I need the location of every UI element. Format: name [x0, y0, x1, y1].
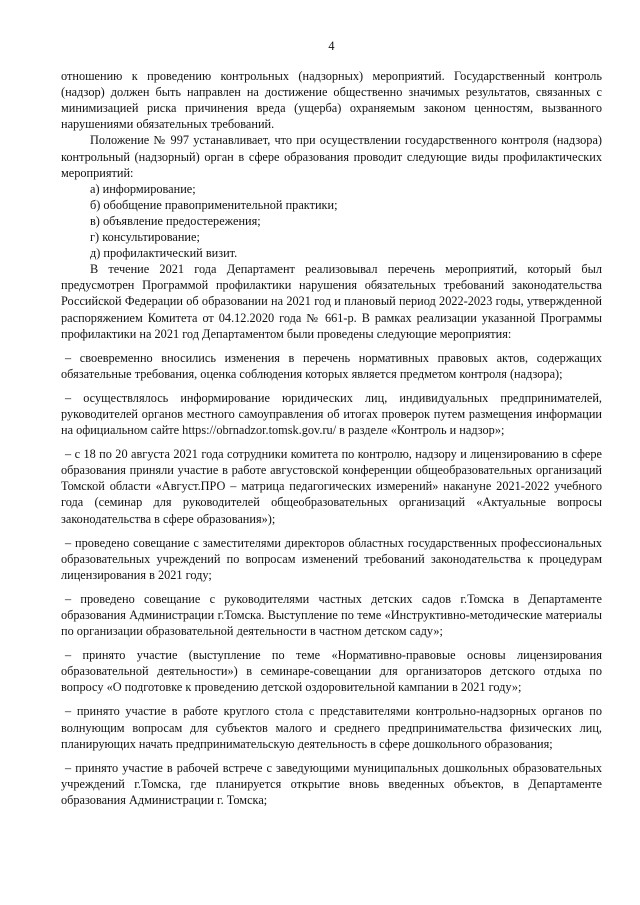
- bullet-item: – проведено совещание с руководителями частных детских садов г.Томска в Департаменте образования Администрации г.Томска. Выступление по теме «Инструктивно-методические материалы по организации образовательной деятельности в частном детском саду»;: [61, 591, 602, 639]
- measure-item: д) профилактический визит.: [90, 246, 238, 261]
- bullet-item: – своевременно вносились изменения в перечень нормативных правовых актов, содержащих обязательные требования, оценка соблюдения которых является предметом контроля (надзора);: [61, 350, 602, 381]
- bullet-item: – осуществлялось информирование юридических лиц, индивидуальных предпринимателей, руководителей органов местного самоуправления об итогах проверок путем размещения информации на официальном сайте https://obrnadzor.tomsk.gov.ru/ в разделе «Контроль и надзор»;: [61, 390, 602, 438]
- paragraph-program: В течение 2021 года Департамент реализовывал перечень мероприятий, который был предусмотрен Программой профилактики нарушения обязательных требований законодательства Российской Федерации об образовании на 2021 год и плановый период 2022-2023 годы, утвержденной распоряжением Комитета от 04.12.2020 года № 661-р. В рамках реализации указанной Программы профилактики на 2021 год Департаментом были проведены следующие мероприятия:: [61, 262, 602, 341]
- bullet-item: – принято участие в работе круглого стола с представителями контрольно-надзорных органов по волнующим вопросам для субъектов малого и среднего предпринимательства физических лиц, планирующих начать предпринимательскую деятельность в сфере дошкольного образования;: [61, 704, 602, 751]
- measure-item: г) консультирование;: [90, 230, 200, 245]
- bullet-item: – принято участие в рабочей встрече с заведующими муниципальных дошкольных образовательных учреждений г.Томска, где планируется открытие вновь введенных объектов, в Департаменте образования Администрации г. Томска;: [61, 760, 602, 807]
- measure-item: б) обобщение правоприменительной практики;: [90, 197, 338, 212]
- measure-item: в) объявление предостережения;: [90, 213, 261, 228]
- bullet-item: – с 18 по 20 августа 2021 года сотрудники комитета по контролю, надзору и лицензированию в сфере образования приняли участие в работе августовской конференции общеобразовательных организаций Томской области «Август.ПРО – матрица педагогических измерений» накануне 2021-2022 учебного года (семинар для руководителей общеобразовательных организаций «Актуальные вопросы законодательства в сфере образования»);: [61, 447, 602, 526]
- bullet-item: – проведено совещание с заместителями директоров областных государственных профессиональных образовательных учреждений по вопросам изменений требований законодательства к процедурам лицензирования в 2021 году;: [61, 535, 602, 582]
- paragraph-regulation: Положение № 997 устанавливает, что при осуществлении государственного контроля (надзора) контрольный (надзорный) орган в сфере образования проводит следующие виды профилактических мероприятий:: [61, 133, 602, 180]
- page-number: 4: [328, 39, 335, 53]
- measure-item: а) информирование;: [90, 181, 196, 196]
- paragraph-intro: отношению к проведению контрольных (надзорных) мероприятий. Государственный контроль (надзор) должен быть направлен на достижение общественно значимых результатов, связанных с минимизацией риска причинения вреда (ущерба) охраняемым законом ценностям, вызванного нарушениями обязательных требований.: [61, 69, 602, 132]
- bullet-item: – принято участие (выступление по теме «Нормативно-правовые основы лицензирования образовательной деятельности») в семинаре-совещании для организаторов детского отдыха по вопросу «О подготовке к проведению детской оздоровительной кампании в 2021 году»;: [61, 648, 602, 695]
